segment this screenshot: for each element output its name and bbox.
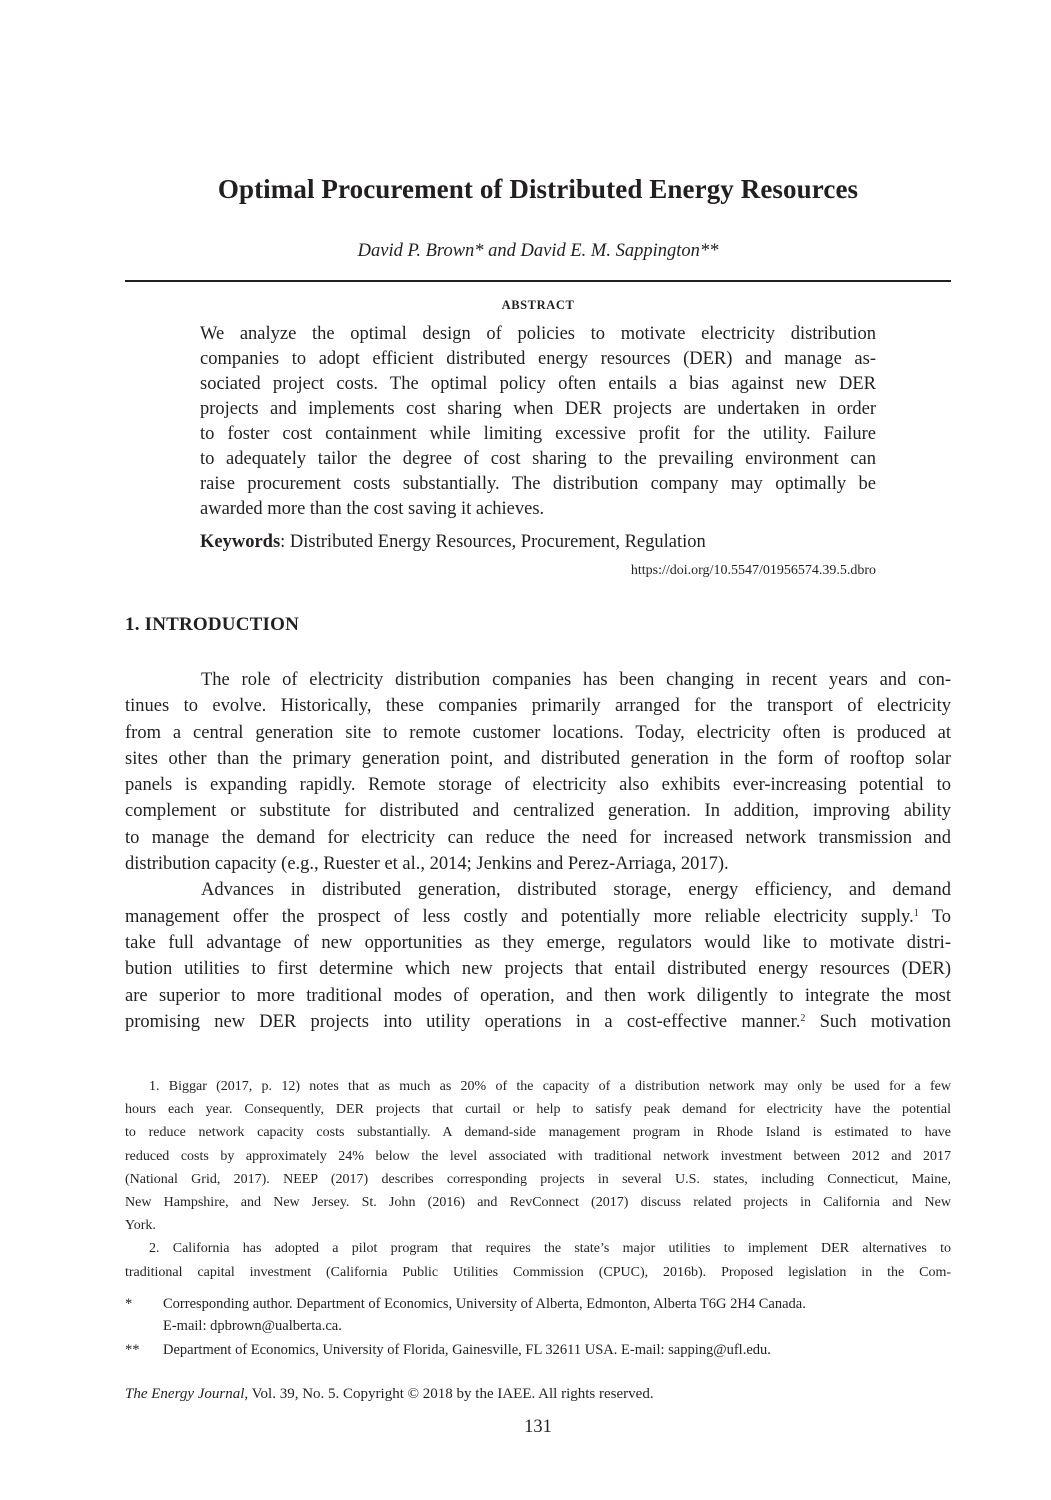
footnote-line: reduced costs by approximately 24% below the level associated with traditional network investment between 2012 and 2017 bbox=[125, 1148, 951, 1164]
body-line: The role of electricity distribution companies has been changing in recent years and con- bbox=[201, 670, 951, 690]
journal-copyright: , Vol. 39, No. 5. Copyright © 2018 by the IAEE. All rights reserved. bbox=[244, 1386, 654, 1402]
footnote-ref[interactable]: 2 bbox=[800, 1012, 806, 1024]
author-line: David P. Brown* and David E. M. Sappington** bbox=[357, 241, 719, 261]
abstract-line: We analyze the optimal design of policies to motivate electricity distribution bbox=[200, 324, 876, 344]
body-line bbox=[125, 904, 951, 930]
body-line bbox=[125, 1009, 951, 1035]
abstract-line: raise procurement costs substantially. The distribution company may optimally be bbox=[200, 474, 876, 494]
page-number: 131 bbox=[524, 1417, 552, 1437]
body-line-text: To bbox=[918, 906, 951, 927]
abstract-line: sociated project costs. The optimal policy often entails a bias against new DER bbox=[200, 374, 876, 394]
body-line: distribution capacity (e.g., Ruester et al., 2014; Jenkins and Perez-Arriaga, 2017). bbox=[125, 854, 729, 875]
keywords bbox=[200, 530, 876, 555]
affiliation-line: Corresponding author. Department of Economics, University of Alberta, Edmonton, Alberta T6G 2H4 Canada. bbox=[163, 1296, 806, 1312]
affiliation-1 bbox=[125, 1293, 951, 1337]
footnote-line: 2. California has adopted a pilot program that requires the state’s major utilities to implement DER alternatives to bbox=[149, 1241, 951, 1257]
body-line: bution utilities to first determine which new projects that entail distributed energy resources (DER) bbox=[125, 959, 951, 980]
affiliation-marker: ** bbox=[125, 1342, 140, 1358]
abstract-line: to foster cost containment while limiting excessive profit for the utility. Failure bbox=[200, 424, 876, 444]
footnote-line: 1. Biggar (2017, p. 12) notes that as much as 20% of the capacity of a distribution network may only be used for a few bbox=[149, 1079, 951, 1094]
body-line: to manage the demand for electricity can reduce the need for increased network transmission and bbox=[125, 827, 951, 848]
doi-link[interactable]: https://doi.org/10.5547/01956574.39.5.dbro bbox=[630, 563, 876, 578]
abstract-line: to adequately tailor the degree of cost sharing to the prevailing environment can bbox=[200, 449, 876, 469]
body-line-text: Such motivation bbox=[805, 1011, 951, 1032]
footnote-line: hours each year. Consequently, DER projects that curtail or help to satisfy peak demand for electricity have the potential bbox=[125, 1102, 951, 1118]
affiliation-line: Department of Economics, University of Florida, Gainesville, FL 32611 USA. E-mail: sapping@ufl.edu. bbox=[163, 1342, 771, 1358]
introduction-body bbox=[125, 667, 951, 1035]
footnote-line: (National Grid, 2017). NEEP (2017) describes corresponding projects in several U.S. states, including Connecticut, Maine, bbox=[125, 1171, 951, 1187]
footnote-line: York. bbox=[125, 1218, 156, 1234]
abstract-heading: ABSTRACT bbox=[501, 298, 575, 312]
header-rule bbox=[125, 280, 951, 282]
abstract-line: companies to adopt efficient distributed energy resources (DER) and manage as- bbox=[200, 349, 876, 369]
abstract-body bbox=[200, 322, 876, 522]
body-line-text: promising new DER projects into utility operations in a cost-effective manner. bbox=[125, 1011, 801, 1032]
body-line: take full advantage of new opportunities as they emerge, regulators would like to motivate distri- bbox=[125, 932, 951, 953]
affiliation-email[interactable]: E-mail: dpbrown@ualberta.ca. bbox=[163, 1318, 342, 1334]
abstract-line: awarded more than the cost saving it achieves. bbox=[200, 499, 545, 519]
body-line: are superior to more traditional modes of operation, and then work diligently to integrate the most bbox=[125, 985, 951, 1006]
footnote-line: traditional capital investment (California Public Utilities Commission (CPUC), 2016b). Proposed legislation in the Com- bbox=[125, 1264, 951, 1280]
footnote-ref[interactable]: 1 bbox=[913, 907, 919, 919]
body-line: Advances in distributed generation, distributed storage, energy efficiency, and demand bbox=[201, 880, 951, 901]
paper-title: Optimal Procurement of Distributed Energy Resources bbox=[217, 174, 859, 204]
journal-footer bbox=[125, 1386, 654, 1403]
affiliation-2 bbox=[125, 1339, 951, 1361]
keywords-label: Keywords bbox=[200, 532, 281, 552]
body-line: from a central generation site to remote customer locations. Today, electricity often is produced at bbox=[125, 722, 951, 743]
footnote-line: New Hampshire, and New Jersey. St. John (2016) and RevConnect (2017) discuss related projects in California and New bbox=[125, 1195, 951, 1211]
body-line: complement or substitute for distributed and centralized generation. In addition, improving ability bbox=[125, 801, 951, 822]
body-line: panels is expanding rapidly. Remote storage of electricity also exhibits ever-increasing potential to bbox=[125, 775, 951, 796]
abstract-line: projects and implements cost sharing when DER projects are undertaken in order bbox=[200, 399, 876, 419]
body-line: tinues to evolve. Historically, these companies primarily arranged for the transport of electricity bbox=[125, 696, 951, 717]
footnotes bbox=[125, 1075, 951, 1284]
footnote-line: to reduce network capacity costs substantially. A demand-side management program in Rhode Island is estimated to have bbox=[125, 1125, 951, 1141]
affiliation-marker: * bbox=[125, 1296, 133, 1312]
body-line-text: management offer the prospect of less costly and potentially more reliable electricity supply. bbox=[125, 906, 914, 927]
body-line: sites other than the primary generation point, and distributed generation in the form of rooftop solar bbox=[125, 748, 951, 769]
keywords-text: : Distributed Energy Resources, Procurement, Regulation bbox=[280, 532, 706, 552]
section-heading: 1. INTRODUCTION bbox=[125, 614, 300, 635]
journal-name: The Energy Journal bbox=[125, 1386, 245, 1402]
